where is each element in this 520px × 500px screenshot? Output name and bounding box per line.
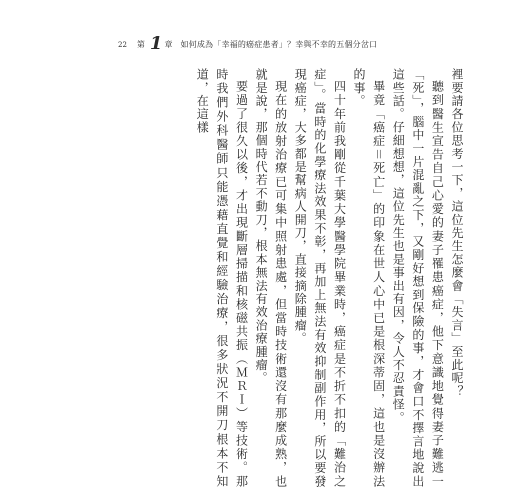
vertical-body-text xyxy=(116,68,466,488)
paragraph-2: 聽到醫生宣告自己心愛的妻子罹患癌症，他下意識地覺得妻子難逃一「死」，腦中一片混亂之下，又剛好想到保險的事，才會口不擇言地說出這些話。仔細想想，這位先生也是事出有因，令人不忍責怪。 xyxy=(391,68,445,488)
paragraph-5: 現在的放射治療已可集中照射患處，但當時技術還沒有那麼成熟，也就是說，那個時代若不動刀，根本無法有效治療腫瘤。 xyxy=(254,68,288,488)
chapter-suffix: 章 xyxy=(164,40,173,49)
paragraph-4: 四十年前我剛從千葉大學醫學院畢業時，癌症是不折不扣的「難治之症」。當時的化學療法效果不彰，再加上無法有效抑制副作用，所以要發現癌症，大多都是幫病人開刀，直接摘除腫瘤。 xyxy=(293,68,347,488)
chapter-title: 如何成為「幸福的癌症患者」？幸與不幸的五個分岔口 xyxy=(180,40,378,49)
page-number: 22 xyxy=(118,40,127,49)
chapter-number: 1 xyxy=(149,33,163,54)
running-header xyxy=(118,33,378,54)
chapter-prefix: 第 xyxy=(136,40,145,49)
paragraph-3: 畢竟「癌症＝死亡」的印象在世人心中已是根深蒂固，這也是沒辦法的事。 xyxy=(352,68,386,488)
paragraph-1: 裡要請各位思考一下，這位先生怎麼會「失言」至此呢？ xyxy=(450,68,464,398)
paragraph-6: 要過了很久以後，才出現斷層掃描和核磁共振（ＭＲＩ）等技術。那時我們外科醫師只能憑藉直覺和經驗治療，很多狀況不開刀根本不知道，在這樣 xyxy=(195,68,249,488)
